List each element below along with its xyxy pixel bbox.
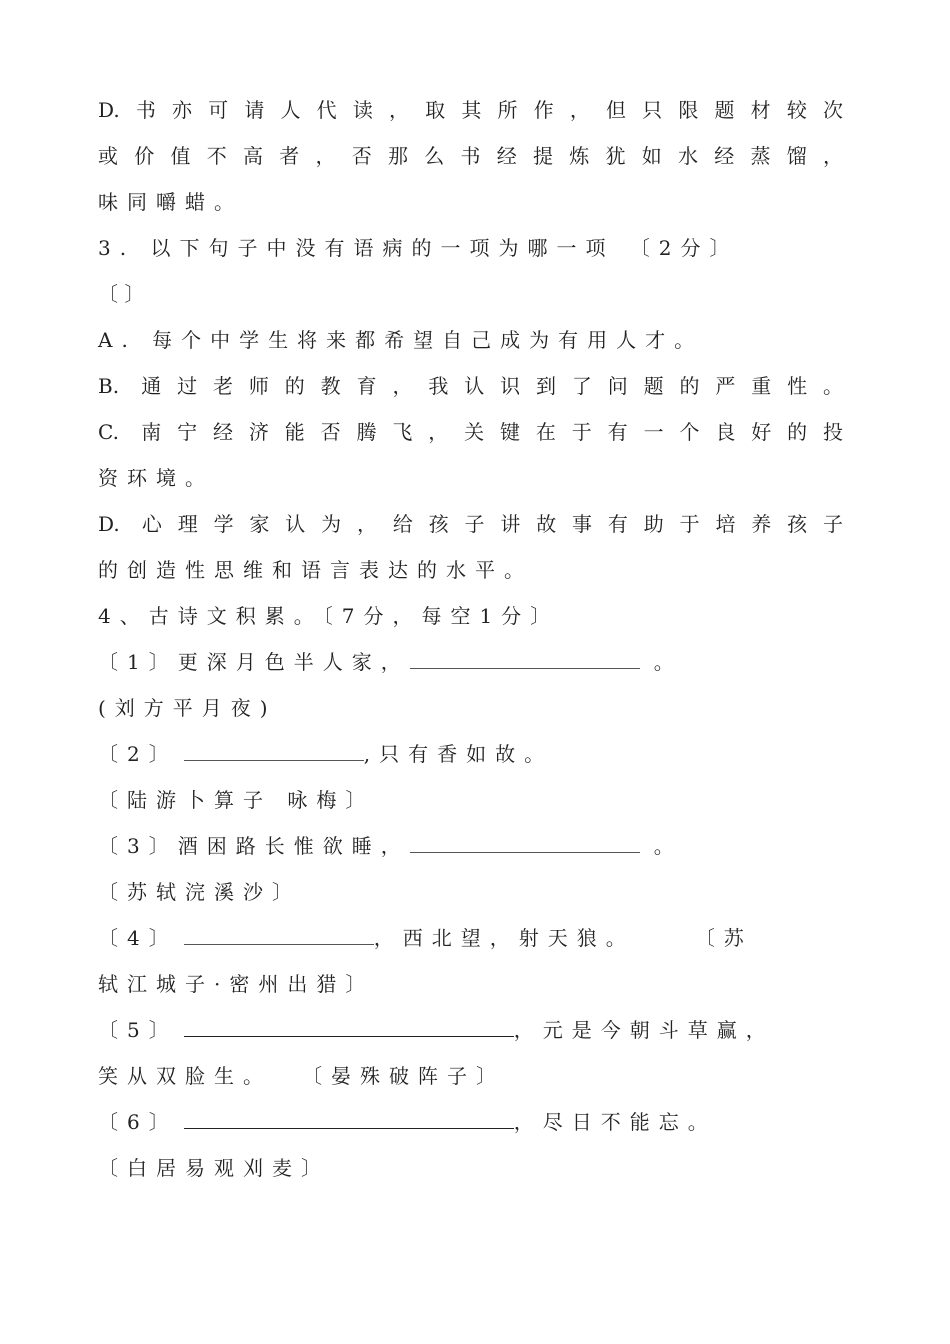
item-6 bbox=[98, 1108, 843, 1136]
item-2-number: 〔2〕 bbox=[98, 742, 178, 766]
item-6-source: 〔白居易观刈麦〕 bbox=[98, 1156, 330, 1180]
item-6-number: 〔6〕 bbox=[98, 1110, 178, 1134]
item-2-source: 〔陆游卜算子 咏梅〕 bbox=[98, 788, 375, 812]
item-2-text: ,只有香如故。 bbox=[363, 742, 554, 766]
fill-blank-1[interactable] bbox=[410, 650, 640, 669]
item-5-line-2 bbox=[98, 1062, 843, 1090]
item-4 bbox=[98, 924, 843, 952]
answer-bracket[interactable]: 〔 〕 bbox=[98, 282, 145, 306]
item-1 bbox=[98, 648, 843, 676]
item-3-text: 〔3〕酒困路长惟欲睡， bbox=[98, 834, 410, 858]
question-4-stem: 4、古诗文积累。〔7分，每空1分〕 bbox=[98, 604, 560, 628]
option-d-line-3: 味同嚼蜡。 bbox=[98, 190, 243, 214]
option-d-line-1: D.书亦可请人代读，取其所作，但只限题材较次 bbox=[98, 98, 843, 122]
item-4-text: ，西北望，射天狼。 bbox=[373, 926, 635, 950]
fill-blank-4[interactable] bbox=[184, 926, 374, 945]
option-d-line-2: 或价值不高者，否那么书经提炼犹如水经蒸馏， bbox=[98, 144, 843, 168]
option-d2-line-1: D. 心理学家认为，给孩子讲故事有助于培养孩子 bbox=[98, 512, 843, 536]
option-a: A. 每个中学生将来都希望自己成为有用人才。 bbox=[98, 328, 704, 352]
item-6-text: ，尽日不能忘。 bbox=[513, 1110, 717, 1134]
item-4-source-start: 〔苏 bbox=[694, 926, 753, 950]
item-3 bbox=[98, 832, 843, 860]
item-1-source: (刘方平月夜) bbox=[98, 696, 277, 720]
item-1-text: 〔1〕更深月色半人家， bbox=[98, 650, 410, 674]
fill-blank-5[interactable] bbox=[184, 1018, 514, 1037]
item-5-source: 〔晏殊破阵子〕 bbox=[302, 1064, 505, 1088]
fill-blank-3[interactable] bbox=[410, 834, 640, 853]
item-5 bbox=[98, 1016, 843, 1044]
item-5-continuation: 笑从双脸生。 bbox=[98, 1064, 272, 1088]
item-5-text: ，元是今朝斗草赢， bbox=[513, 1018, 775, 1042]
item-4-number: 〔4〕 bbox=[98, 926, 178, 950]
fill-blank-2[interactable] bbox=[184, 742, 364, 761]
item-1-end: 。 bbox=[653, 650, 683, 674]
item-5-number: 〔5〕 bbox=[98, 1018, 178, 1042]
item-3-source: 〔苏轼浣溪沙〕 bbox=[98, 880, 301, 904]
item-3-end: 。 bbox=[653, 834, 683, 858]
fill-blank-6[interactable] bbox=[184, 1110, 514, 1129]
item-2 bbox=[98, 740, 843, 768]
option-b: B. 通过老师的教育，我认识到了问题的严重性。 bbox=[98, 374, 843, 398]
item-4-source: 轼江城子·密州出猎〕 bbox=[98, 972, 375, 996]
question-3-stem: 3. 以下句子中没有语病的一项为哪一项 〔2分〕 bbox=[98, 236, 739, 260]
option-c-line-2: 资环境。 bbox=[98, 466, 214, 490]
option-d2-line-2: 的创造性思维和语言表达的水平。 bbox=[98, 558, 533, 582]
option-c-line-1: C. 南宁经济能否腾飞，关键在于有一个良好的投 bbox=[98, 420, 843, 444]
